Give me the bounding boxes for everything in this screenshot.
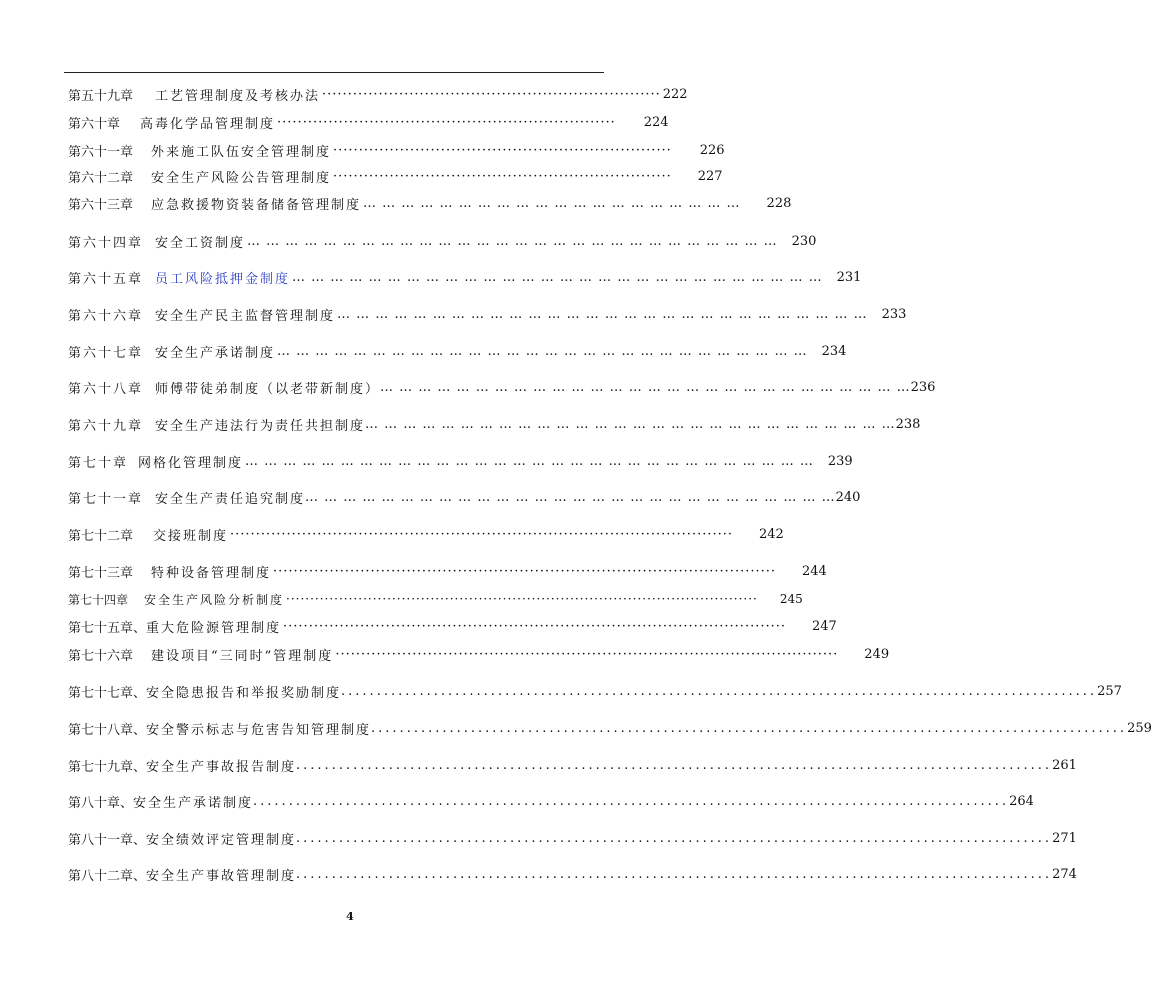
toc-entry[interactable] bbox=[68, 140, 725, 160]
chapter-number: 第六十四章 bbox=[68, 235, 144, 251]
leader-dots: … … … … … … … … … … … … … … … … … … … … … … … … … … … … bbox=[380, 379, 911, 395]
header-rule bbox=[64, 72, 604, 73]
chapter-number: 第七十章 bbox=[68, 455, 129, 471]
chapter-number: 第七十九章、 bbox=[68, 759, 147, 775]
chapter-title: 员工风险抵押金制度 bbox=[155, 271, 291, 287]
leader-dots: … … … … … … … … … … … … … … … … … … … … … … … … … … … … … … bbox=[245, 453, 814, 469]
toc-entry[interactable] bbox=[68, 112, 669, 132]
chapter-title: 高毒化学品管理制度 bbox=[140, 116, 276, 132]
leader-dots: ·································································································· bbox=[335, 646, 839, 662]
chapter-number: 第七十三章 bbox=[68, 565, 134, 581]
page-ref: 224 bbox=[643, 114, 669, 130]
chapter-number: 第六十一章 bbox=[68, 144, 134, 160]
toc-entry[interactable] bbox=[68, 561, 827, 581]
toc-entry[interactable] bbox=[68, 718, 1152, 738]
page-ref: 242 bbox=[759, 526, 784, 542]
page-ref: 234 bbox=[821, 343, 847, 359]
chapter-number: 第六十章 bbox=[68, 116, 121, 132]
chapter-title: 安全生产责任追究制度 bbox=[155, 491, 306, 507]
toc-entry[interactable] bbox=[68, 84, 688, 104]
chapter-title: 安全警示标志与危害告知管理制度 bbox=[146, 722, 372, 738]
leader-dots: ·································································································· bbox=[283, 618, 786, 634]
toc-entry[interactable] bbox=[68, 487, 861, 507]
page-ref: 240 bbox=[835, 489, 861, 505]
chapter-number: 第七十八章、 bbox=[68, 722, 147, 738]
chapter-number: 第六十八章 bbox=[68, 381, 144, 397]
toc-entry[interactable] bbox=[68, 864, 1077, 884]
chapter-title: 网格化管理制度 bbox=[138, 455, 244, 471]
chapter-title: 交接班制度 bbox=[153, 528, 229, 544]
page-ref: 226 bbox=[699, 142, 725, 158]
leader-dots: … … … … … … … … … … … … … … … … … … … … … … … … … … … … bbox=[337, 306, 868, 322]
chapter-title: 安全生产风险分析制度 bbox=[144, 592, 285, 607]
page-number: 4 bbox=[346, 910, 354, 923]
chapter-title: 安全生产承诺制度 bbox=[133, 795, 254, 811]
page-ref: 249 bbox=[864, 646, 890, 662]
toc-entry[interactable] bbox=[68, 791, 1034, 811]
page-ref: 247 bbox=[812, 618, 837, 634]
leader-dots: ·································································································· bbox=[230, 526, 733, 542]
toc-entry[interactable] bbox=[68, 644, 890, 664]
toc-entry[interactable] bbox=[68, 524, 784, 544]
chapter-number: 第七十一章 bbox=[68, 491, 144, 507]
leader-dots: ·································································· bbox=[333, 168, 672, 184]
page-ref: 244 bbox=[802, 563, 827, 579]
page-ref: 257 bbox=[1097, 683, 1122, 699]
toc-entry[interactable] bbox=[68, 451, 853, 471]
page-ref: 227 bbox=[697, 168, 723, 184]
chapter-number: 第六十九章 bbox=[68, 418, 144, 434]
chapter-number: 第六十六章 bbox=[68, 308, 144, 324]
toc-entry[interactable] bbox=[68, 755, 1077, 775]
page-ref: 231 bbox=[836, 269, 862, 285]
chapter-number: 第七十七章、 bbox=[68, 685, 147, 701]
chapter-title: 安全生产承诺制度 bbox=[155, 345, 276, 361]
chapter-number: 第六十三章 bbox=[68, 197, 134, 213]
chapter-title: 安全生产风险公告管理制度 bbox=[151, 170, 332, 186]
chapter-title: 工艺管理制度及考核办法 bbox=[155, 88, 321, 104]
toc-entry[interactable] bbox=[68, 414, 921, 434]
leader-dots: … … … … … … … … … … … … … … … … … … … … … … … … … … … … bbox=[305, 489, 836, 505]
chapter-title: 安全生产民主监督管理制度 bbox=[155, 308, 336, 324]
chapter-number: 第六十五章 bbox=[68, 271, 144, 287]
page-ref: 230 bbox=[791, 233, 817, 249]
chapter-title: 安全生产事故管理制度 bbox=[146, 868, 297, 884]
page-ref: 236 bbox=[910, 379, 936, 395]
leader-dots: … … … … … … … … … … … … … … … … … … … … … … … … … … … … bbox=[365, 416, 896, 432]
leader-dots: .......................................................................................................... bbox=[296, 757, 1053, 773]
chapter-number: 第六十七章 bbox=[68, 345, 144, 361]
toc-entry[interactable] bbox=[68, 616, 837, 636]
leader-dots: ·································································································· bbox=[286, 592, 758, 606]
page-ref: 261 bbox=[1052, 757, 1077, 773]
leader-dots: … … … … … … … … … … … … … … … … … … … … … … … … … … … … bbox=[277, 343, 808, 359]
chapter-title: 安全绩效评定管理制度 bbox=[146, 832, 297, 848]
leader-dots: ·································································· bbox=[333, 142, 672, 158]
chapter-number: 第七十五章、 bbox=[68, 620, 147, 636]
leader-dots: ·································································································· bbox=[273, 563, 776, 579]
toc-entry[interactable] bbox=[68, 193, 792, 213]
chapter-number: 第八十章、 bbox=[68, 795, 134, 811]
chapter-number: 第七十四章 bbox=[68, 592, 129, 607]
leader-dots: .......................................................................................................... bbox=[296, 866, 1053, 882]
page-ref: 238 bbox=[895, 416, 921, 432]
toc-entry[interactable] bbox=[68, 589, 803, 609]
chapter-title: 特种设备管理制度 bbox=[151, 565, 272, 581]
chapter-title: 建设项目“三同时”管理制度 bbox=[151, 648, 334, 664]
chapter-number: 第七十二章 bbox=[68, 528, 134, 544]
chapter-number: 第七十六章 bbox=[68, 648, 134, 664]
leader-dots: … … … … … … … … … … … … … … … … … … … … bbox=[363, 195, 741, 211]
toc-entry[interactable] bbox=[68, 341, 847, 361]
chapter-number: 第八十二章、 bbox=[68, 868, 147, 884]
page-ref: 271 bbox=[1052, 830, 1077, 846]
chapter-title: 师傅带徒弟制度（以老带新制度） bbox=[155, 381, 381, 397]
page-ref: 264 bbox=[1009, 793, 1034, 809]
leader-dots: .......................................................................................................... bbox=[253, 793, 1010, 809]
leader-dots: ·································································· bbox=[322, 86, 661, 102]
chapter-number: 第五十九章 bbox=[68, 88, 134, 104]
leader-dots: ·································································· bbox=[277, 114, 616, 130]
leader-dots: .......................................................................................................... bbox=[296, 830, 1053, 846]
chapter-title: 安全隐患报告和举报奖励制度 bbox=[146, 685, 342, 701]
page-ref: 233 bbox=[881, 306, 907, 322]
page-ref: 274 bbox=[1052, 866, 1077, 882]
toc-entry[interactable] bbox=[68, 828, 1077, 848]
leader-dots: .......................................................................................................... bbox=[341, 683, 1098, 699]
chapter-number: 第八十一章、 bbox=[68, 832, 147, 848]
toc-entry[interactable] bbox=[68, 377, 936, 397]
page-ref: 228 bbox=[766, 195, 792, 211]
toc-entry[interactable] bbox=[68, 231, 817, 251]
page-ref: 239 bbox=[827, 453, 853, 469]
toc-entry[interactable] bbox=[68, 681, 1122, 701]
page-ref: 222 bbox=[662, 86, 688, 102]
chapter-number: 第六十二章 bbox=[68, 170, 134, 186]
chapter-title: 重大危险源管理制度 bbox=[146, 620, 282, 636]
toc-entry[interactable] bbox=[68, 304, 907, 324]
leader-dots: .......................................................................................................... bbox=[371, 720, 1128, 736]
leader-dots: … … … … … … … … … … … … … … … … … … … … … … … … … … … … bbox=[292, 269, 823, 285]
leader-dots: … … … … … … … … … … … … … … … … … … … … … … … … … … … … bbox=[247, 233, 778, 249]
toc-entry[interactable] bbox=[68, 267, 862, 287]
chapter-title: 外来施工队伍安全管理制度 bbox=[151, 144, 332, 160]
chapter-title: 安全工资制度 bbox=[155, 235, 246, 251]
chapter-title: 安全生产事故报告制度 bbox=[146, 759, 297, 775]
chapter-title: 安全生产违法行为责任共担制度 bbox=[155, 418, 366, 434]
page-ref: 245 bbox=[779, 592, 803, 606]
chapter-title: 应急救援物资装备储备管理制度 bbox=[151, 197, 362, 213]
page-ref: 259 bbox=[1127, 720, 1152, 736]
toc-entry[interactable] bbox=[68, 166, 723, 186]
